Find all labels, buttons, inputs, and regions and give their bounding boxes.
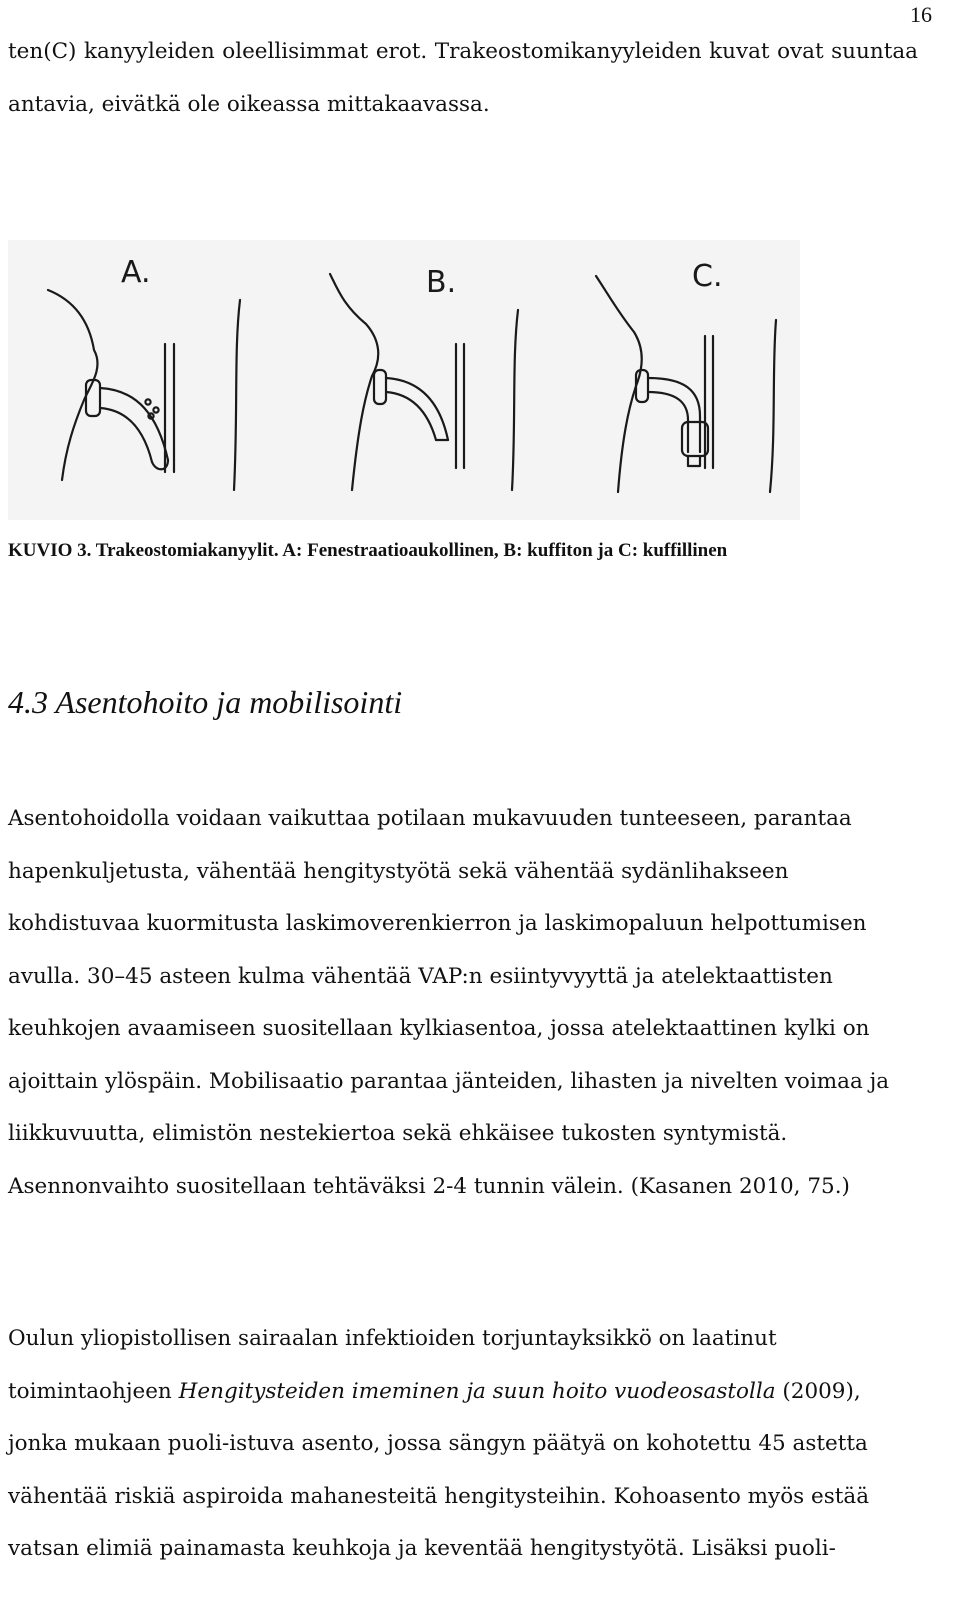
tracheostomy-tube-cuffed-icon bbox=[596, 276, 776, 492]
section-heading: 4.3 Asentohoito ja mobilisointi bbox=[8, 684, 403, 720]
paragraph-text: Oulun yliopistollisen sairaalan infektioiden torjuntayksikkö on laatinut toimintaohjeen bbox=[8, 1326, 777, 1404]
panel-label-c: C. bbox=[692, 259, 723, 294]
paragraph-text: (2009), jonka mukaan puoli-istuva asento, jossa sängyn päätyä on kohotettu 45 astetta vähentää riskiä aspiroida mahanesteitä hengitysteihin. Kohoasento myös estää vatsan elimiä painamasta keuhkoja ja keventää hengitystyötä. Lisäksi puoli- bbox=[8, 1378, 870, 1561]
intro-paragraph: ten(C) kanyyleiden oleellisimmat erot. Trakeostomikanyyleiden kuvat ovat suuntaa antavia, eivätkä ole oikeassa mittakaavassa. bbox=[8, 39, 918, 117]
page-number: 16 bbox=[910, 2, 932, 27]
tracheostomy-tube-fenestrated-icon bbox=[48, 290, 240, 490]
panel-label-a: A. bbox=[121, 255, 151, 290]
tracheostomy-figure bbox=[8, 240, 800, 520]
figure-caption: KUVIO 3. Trakeostomiakanyylit. A: Fenestraatioaukollinen, B: kuffiton ja C: kuffillinen bbox=[8, 540, 728, 561]
body-paragraph: Asentohoidolla voidaan vaikuttaa potilaan mukavuuden tunteeseen, parantaa hapenkuljetusta, vähentää hengitystyötä sekä vähentää sydänlihakseen kohdistuvaa kuormitusta laskimoverenkierron ja laskimopaluun helpottumisen avulla. 30–45 asteen kulma vähentää VAP:n esiintyvyyttä ja atelektaattisten keuhkojen avaamiseen suositellaan kylkiasentoa, jossa atelektaattinen kylki on ajoittain ylöspäin. Mobilisaatio parantaa jänteiden, lihasten ja nivelten voimaa ja liikkuvuutta, elimistön nestekiertoa sekä ehkäisee tukosten syntymistä. Asennonvaihto suositellaan tehtäväksi 2-4 tunnin välein. (Kasanen 2010, 75.) bbox=[8, 806, 890, 1199]
cited-guideline-title: Hengitysteiden imeminen ja suun hoito vuodeosastolla bbox=[178, 1378, 776, 1404]
tracheostomy-tube-cuffless-icon bbox=[330, 274, 518, 490]
panel-label-b: B. bbox=[426, 265, 457, 300]
body-paragraph bbox=[8, 1313, 918, 1576]
